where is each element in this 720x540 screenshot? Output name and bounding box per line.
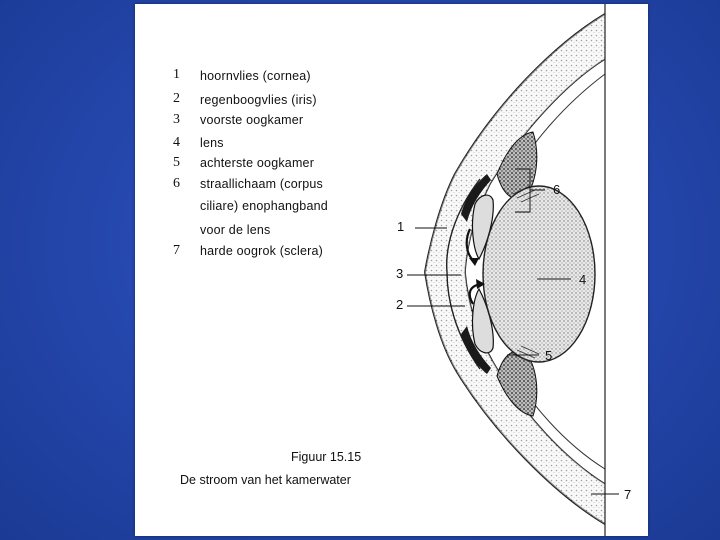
flow-arrowhead-upper bbox=[469, 258, 479, 266]
eye-cross-section-diagram bbox=[135, 4, 648, 536]
legend-term: achterste oogkamer bbox=[200, 156, 315, 170]
legend-number: 1 bbox=[173, 67, 180, 82]
callout-label-7: 7 bbox=[624, 487, 632, 502]
legend-number: 5 bbox=[173, 155, 180, 170]
callout-label-2: 2 bbox=[396, 297, 404, 312]
legend-term: ciliare) enophangband bbox=[200, 199, 328, 213]
callout-label-3: 3 bbox=[396, 266, 404, 281]
legend-term: voor de lens bbox=[200, 223, 271, 237]
legend-term: regenboogvlies (iris) bbox=[200, 93, 317, 107]
legend-term: harde oogrok (sclera) bbox=[200, 244, 324, 258]
legend-term: straallichaam (corpus bbox=[200, 177, 323, 191]
callout-label-5: 5 bbox=[545, 348, 553, 363]
legend-number: 2 bbox=[173, 91, 180, 106]
figure-title: Figuur 15.15 bbox=[291, 450, 362, 464]
legend-term: lens bbox=[200, 136, 224, 150]
legend-term: hoornvlies (cornea) bbox=[200, 69, 311, 83]
legend-number: 6 bbox=[173, 176, 180, 191]
slide bbox=[135, 4, 648, 536]
callout-label-4: 4 bbox=[579, 272, 587, 287]
callout-label-6: 6 bbox=[553, 182, 561, 197]
legend-number: 7 bbox=[173, 243, 180, 258]
figure-subtitle: De stroom van het kamerwater bbox=[180, 473, 351, 487]
callout-label-1: 1 bbox=[397, 219, 405, 234]
legend-number: 3 bbox=[173, 112, 180, 127]
legend-number: 4 bbox=[173, 135, 180, 150]
legend-term: voorste oogkamer bbox=[200, 113, 304, 127]
